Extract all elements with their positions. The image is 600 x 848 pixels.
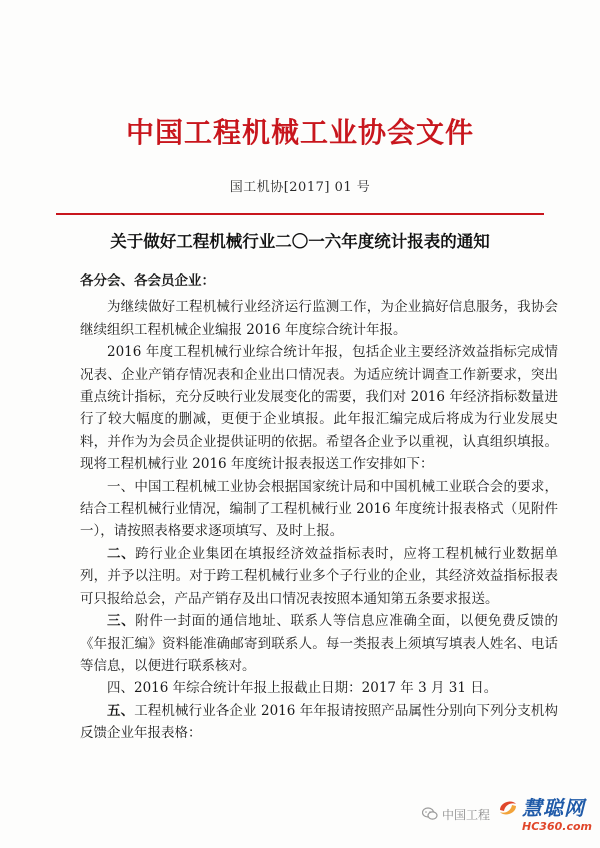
paragraph-1 — [80, 296, 558, 341]
paragraph-item-3 — [80, 610, 558, 677]
paragraph-item-2 — [80, 543, 558, 610]
watermark-source — [422, 806, 490, 823]
hc360-logo-icon — [496, 796, 520, 820]
document-body — [80, 270, 558, 745]
paragraph-lead: 三、 — [107, 613, 136, 630]
paragraph-item-4 — [80, 677, 558, 699]
watermark-brand-url: HC360.com — [522, 820, 592, 833]
paragraph-text: 为继续做好工程机械行业经济运行监测工作，为企业搞好信息服务，我协会继续组织工程机械企业编报 2016 年度综合统计年报。 — [80, 299, 558, 338]
wechat-chat-icon — [422, 807, 438, 821]
document-number: 国工机协[2017] 01 号 — [229, 180, 371, 195]
paragraph-lead: 五、 — [107, 702, 135, 719]
paragraph-item-5 — [80, 700, 558, 745]
watermark — [422, 796, 592, 832]
paragraph-text: 附件一封面的通信地址、联系人等信息应准确全面，以便免费反馈的《年报汇编》资料能准确邮寄到联系人。每一类报表上须填写填表人姓名、电话等信息，以便进行联系核对。 — [80, 613, 559, 674]
header-divider-line — [56, 213, 544, 215]
watermark-source-text: 中国工程 — [442, 807, 491, 822]
paragraph-text: 一、中国工程机械工业协会根据国家统计局和中国机械工业联合会的要求，结合工程机械行业情况，编制了工程机械行业 2016 年度统计报表格式（见附件一），请按照表格要求逐项填写、及时上报。 — [80, 478, 558, 540]
paragraph-text: 四、2016 年综合统计年报上报截止日期：2017 年 3 月 31 日。 — [107, 680, 498, 697]
watermark-brand — [496, 796, 592, 832]
salutation: 各分会、各会员企业： — [80, 273, 215, 289]
paragraph-text: 工程机械行业各企业 2016 年年报请按照产品属性分别向下列分支机构反馈企业年报表格： — [80, 702, 558, 742]
document-header-title: 中国工程机械工业协会文件 — [125, 116, 474, 149]
paragraph-text: 2016 年度工程机械行业综合统计年报，包括企业主要经济效益指标完成情况表、企业产销存情况表和企业出口情况表。为适应统计调查工作新要求，突出重点统计指标，充分反映行业发展变化的需要，我们对 2016 年经济指标数量进行了较大幅度的删减，更便于企业填报。此年报汇编完成后将成为行业发展史料，并作为为会员企业提供证明的依据。希望各企业予以重视，认真组织填报。现将工程机械行业 2016 年度统计报表报送工作安排如下： — [80, 344, 558, 473]
watermark-brand-name: 慧聪网 — [522, 796, 586, 820]
notice-title: 关于做好工程机械行业二〇一六年度统计报表的通知 — [110, 232, 490, 251]
paragraph-2 — [80, 341, 558, 475]
paragraph-item-1 — [80, 476, 558, 543]
paragraph-text: 跨行业企业集团在填报经济效益指标表时，应将工程机械行业数据单列，并予以注明。对于跨工程机械行业多个子行业的企业，其经济效益指标报表可只报给总会，产品产销存及出口情况表按照本通知第五条要求报送。 — [80, 545, 559, 607]
paragraph-lead: 二、 — [107, 545, 136, 562]
